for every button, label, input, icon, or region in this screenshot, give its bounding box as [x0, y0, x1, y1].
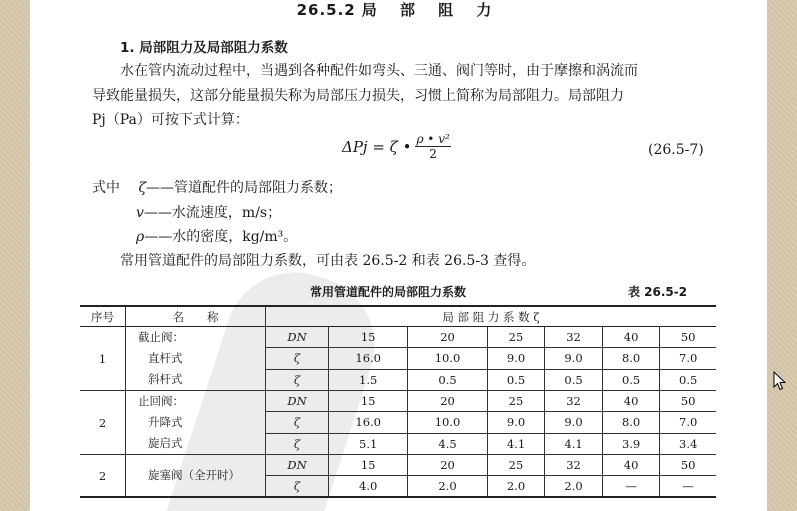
cell: 15: [329, 455, 408, 476]
name-line: 升降式: [148, 415, 183, 429]
cell: 20: [408, 391, 487, 412]
cell: 15: [329, 391, 408, 412]
formula-numerator: ρ • v²: [416, 132, 450, 146]
cell: 20: [408, 327, 487, 348]
section-number: 26.5.2: [296, 1, 356, 19]
formula-lhs: ΔPj = ζ •: [342, 138, 412, 156]
table-title: 常用管道配件的局部阻力系数: [310, 285, 467, 299]
table-row: [80, 455, 716, 476]
cell: 15: [329, 327, 408, 348]
cell: 32: [545, 391, 603, 412]
table-header-row: [80, 306, 716, 327]
cell: 4.1: [487, 433, 545, 454]
paragraph-line: Pj（Pa）可按下式计算：: [92, 112, 249, 128]
cell: 4.0: [329, 476, 408, 498]
definition-symbol: ζ: [138, 180, 147, 196]
row-name: [126, 327, 266, 391]
definition-line: [92, 177, 342, 197]
section-title: [30, 0, 767, 20]
row-symbol: DN: [266, 391, 329, 412]
cell: 7.0: [660, 348, 716, 369]
cell: 0.5: [660, 369, 716, 390]
row-symbol: ζ: [266, 476, 329, 498]
definition-text: ——水流速度，m/s；: [143, 205, 282, 221]
row-symbol: ζ: [266, 369, 329, 390]
name-line: 直杆式: [148, 351, 183, 365]
cell: 8.0: [602, 412, 660, 433]
cell: 40: [602, 391, 660, 412]
definition-line: [136, 202, 281, 222]
section-title-text: 局 部 阻 力: [361, 1, 501, 19]
cell: 2.0: [545, 476, 603, 498]
row-name: [126, 391, 266, 455]
cell: 25: [487, 455, 545, 476]
subsection-heading: 1. 局部阻力及局部阻力系数: [120, 40, 288, 56]
table-number: 表 26.5-2: [628, 285, 688, 299]
header-coef: 局 部 阻 力 系 数 ζ: [266, 306, 717, 327]
definition-line: [136, 226, 297, 246]
cell: 40: [602, 455, 660, 476]
row-symbol: ζ: [266, 412, 329, 433]
cell: 0.5: [408, 369, 487, 390]
cell: 4.1: [545, 433, 603, 454]
cell: 9.0: [545, 412, 603, 433]
equation-number: (26.5-7): [648, 142, 704, 158]
cell: 2.0: [487, 476, 545, 498]
paragraph-line: 水在管内流动过程中，当遇到各种配件如弯头、三通、阀门等时，由于摩擦和涡流而: [120, 63, 638, 79]
cell: —: [660, 476, 716, 498]
row-symbol: ζ: [266, 433, 329, 454]
background-right-margin: [767, 0, 797, 511]
cell: 9.0: [487, 348, 545, 369]
formula-denominator: 2: [429, 147, 437, 161]
cell: 50: [660, 391, 716, 412]
cell: 50: [660, 327, 716, 348]
formula: [342, 133, 451, 161]
cell: 3.4: [660, 433, 716, 454]
cell: 2.0: [408, 476, 487, 498]
header-name: 名 称: [126, 306, 266, 327]
cell: 32: [545, 455, 603, 476]
name-line: 斜杆式: [148, 372, 183, 386]
cell: 16.0: [329, 348, 408, 369]
cell: 3.9: [602, 433, 660, 454]
definition-symbol: ρ: [136, 229, 145, 245]
cell: 7.0: [660, 412, 716, 433]
cell: 20: [408, 455, 487, 476]
row-no: 1: [80, 327, 126, 391]
cell: 4.5: [408, 433, 487, 454]
cell: 0.5: [487, 369, 545, 390]
cell: 9.0: [545, 348, 603, 369]
cell: —: [602, 476, 660, 498]
formula-fraction: [415, 133, 450, 161]
row-name: [126, 455, 266, 498]
name-line: 旋启式: [148, 436, 183, 450]
name-line: 止回阀：: [138, 394, 184, 408]
cell: 5.1: [329, 433, 408, 454]
paragraph-line: 导致能量损失，这部分能量损失称为局部压力损失，习惯上简称为局部阻力。局部阻力: [92, 88, 624, 104]
cell: 9.0: [487, 412, 545, 433]
name-line: 旋塞阀（全开时）: [148, 468, 240, 482]
definition-prefix: 式中: [92, 180, 120, 196]
cell: 16.0: [329, 412, 408, 433]
mouse-cursor-icon: [773, 371, 787, 391]
cell: 25: [487, 391, 545, 412]
header-no: 序号: [80, 306, 126, 327]
paragraph-line: 常用管道配件的局部阻力系数，可由表 26.5-2 和表 26.5-3 查得。: [120, 253, 536, 269]
cell: 40: [602, 327, 660, 348]
definition-text: ——水的密度，kg/m³。: [144, 229, 298, 245]
cell: 10.0: [408, 412, 487, 433]
cell: 50: [660, 455, 716, 476]
cell: 32: [545, 327, 603, 348]
document-page: [30, 0, 767, 511]
cell: 8.0: [602, 348, 660, 369]
table-row: [80, 391, 716, 412]
row-no: 2: [80, 391, 126, 455]
name-line: 截止阀：: [138, 330, 184, 344]
background-left-margin: [0, 0, 30, 511]
cell: 10.0: [408, 348, 487, 369]
definition-symbol: v: [136, 205, 144, 221]
row-symbol: ζ: [266, 348, 329, 369]
cell: 25: [487, 327, 545, 348]
table-row: [80, 327, 716, 348]
row-no: 2: [80, 455, 126, 498]
cell: 1.5: [329, 369, 408, 390]
row-symbol: DN: [266, 327, 329, 348]
cell: 0.5: [602, 369, 660, 390]
cell: 0.5: [545, 369, 603, 390]
row-symbol: DN: [266, 455, 329, 476]
definition-text: ——管道配件的局部阻力系数；: [146, 180, 343, 196]
coefficient-table: [80, 305, 716, 498]
